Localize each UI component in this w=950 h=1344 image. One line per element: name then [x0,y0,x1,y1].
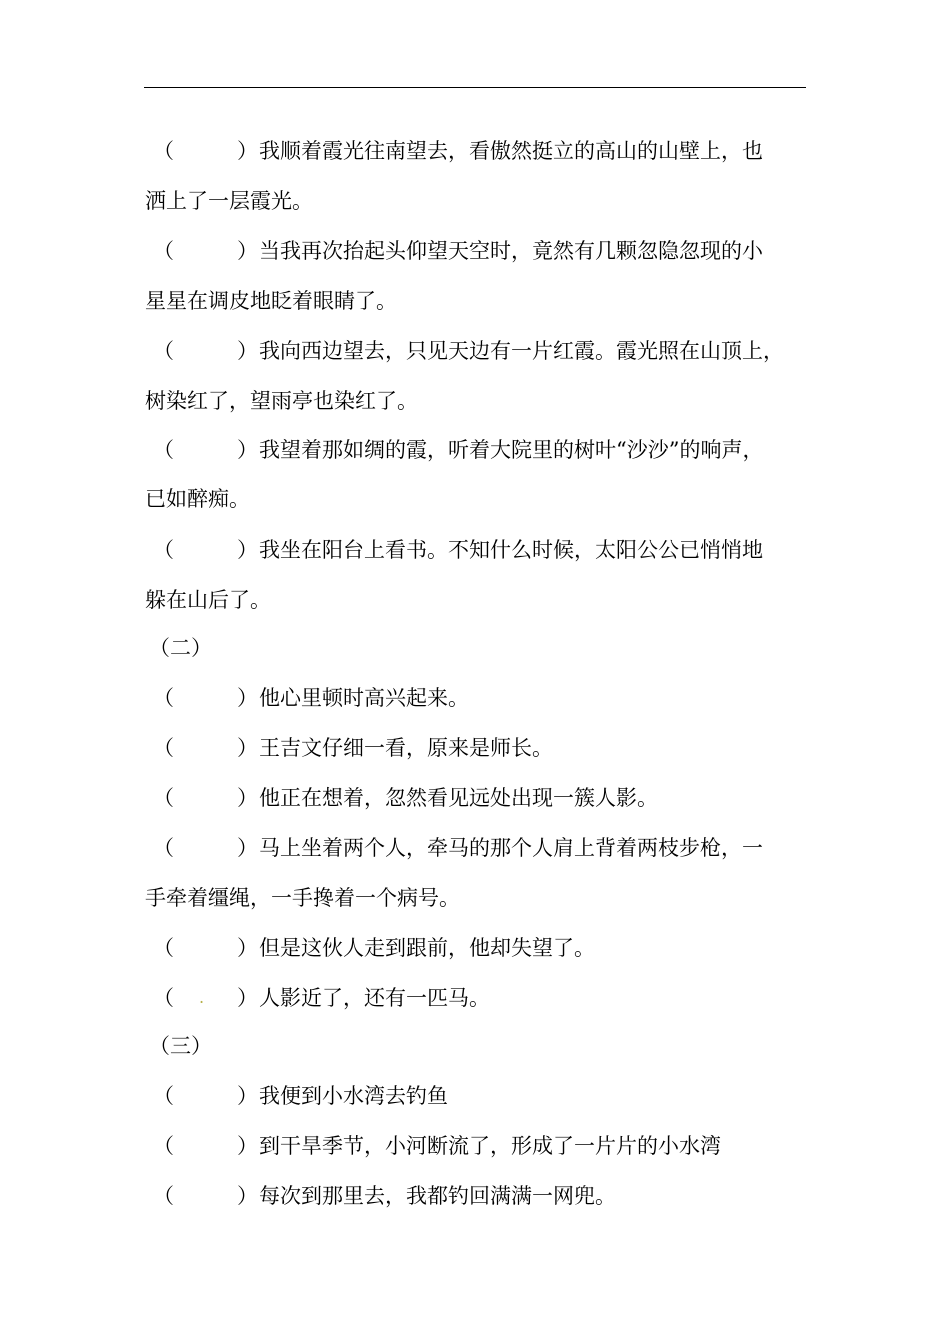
sentence-text: 我坐在阳台上看书。不知什么时候，太阳公公已悄悄地 [259,538,763,562]
answer-blank-close: ） [237,339,258,363]
sentence-continuation: 手牵着缰绳，一手搀着一个病号。 [145,886,460,910]
answer-blank-open: （ [153,1184,174,1208]
answer-blank-open: （ [153,339,174,363]
section-one-item-2 [145,235,825,267]
section-three-item-3 [145,1180,825,1212]
section-one-item-5 [145,534,825,566]
sentence-text: 每次到那里去，我都钓回满满一网兜。 [259,1184,616,1208]
answer-blank-open: （ [153,1084,174,1108]
sentence-text: 我向西边望去，只见天边有一片红霞。霞光照在山顶上， [259,339,784,363]
sentence-text: 他正在想着，忽然看见远处出现一簇人影。 [259,786,658,810]
answer-blank-close: ） [237,538,258,562]
answer-blank-open: （ [153,786,174,810]
sentence-text: 我望着那如绸的霞，听着大院里的树叶“沙沙”的响声， [259,438,764,462]
answer-blank-open: （ [153,438,174,462]
answer-blank-close: ） [237,1184,258,1208]
sentence-continuation: 星星在调皮地眨着眼睛了。 [145,289,397,313]
section-one-item-3 [145,335,825,367]
section-two-heading-line [145,632,825,664]
section-two-item-4 [145,832,825,864]
answer-blank-close: ） [237,438,258,462]
section-one-item-1-cont [145,185,825,217]
stray-mark: . [199,988,205,1007]
section-one-item-2-cont [145,285,825,317]
sentence-continuation: 躲在山后了。 [145,588,271,612]
section-one-item-1 [145,135,825,167]
answer-blank-open: （ [153,836,174,860]
answer-blank-close: ） [237,1084,258,1108]
answer-blank-close: ） [237,786,258,810]
section-one-item-5-cont [145,584,825,616]
answer-blank-close: ） [237,836,258,860]
section-one-item-3-cont [145,385,825,417]
answer-blank-open: （ [153,736,174,760]
answer-blank-open: （ [153,936,174,960]
answer-blank-close: ） [237,1134,258,1158]
sentence-text: 到干旱季节，小河断流了，形成了一片片的小水湾 [259,1134,721,1158]
section-heading: （三） [149,1034,212,1058]
answer-blank-open: （ [153,239,174,263]
answer-blank-open: （ [153,986,174,1010]
section-three-item-1 [145,1080,825,1112]
answer-blank-close: ） [237,936,258,960]
sentence-text: 他心里顿时高兴起来。 [259,686,469,710]
sentence-text: 当我再次抬起头仰望天空时，竟然有几颗忽隐忽现的小 [259,239,763,263]
section-two-item-5 [145,932,825,964]
answer-blank-open: （ [153,538,174,562]
header-rule [144,87,806,88]
sentence-continuation: 已如醉痴。 [145,487,250,511]
section-heading: （二） [149,636,212,660]
sentence-text: 王吉文仔细一看，原来是师长。 [259,736,553,760]
section-one-item-4 [145,434,825,466]
answer-blank-close: ） [237,736,258,760]
section-two-item-2 [145,732,825,764]
answer-blank-close: ） [237,239,258,263]
section-three-heading-line [145,1030,825,1062]
answer-blank-open: （ [153,139,174,163]
sentence-text: 但是这伙人走到跟前，他却失望了。 [259,936,595,960]
sentence-continuation: 树染红了，望雨亭也染红了。 [145,389,418,413]
section-three-item-2 [145,1130,825,1162]
answer-blank-close: ） [237,139,258,163]
section-two-item-3 [145,782,825,814]
answer-blank-open: （ [153,686,174,710]
sentence-text: 我顺着霞光往南望去，看傲然挺立的高山的山壁上，也 [259,139,763,163]
sentence-continuation: 洒上了一层霞光。 [145,189,313,213]
answer-blank-close: ） [237,686,258,710]
sentence-text: 人影近了，还有一匹马。 [259,986,490,1010]
sentence-text: 马上坐着两个人，牵马的那个人肩上背着两枝步枪，一 [259,836,763,860]
section-two-item-4-cont [145,882,825,914]
answer-blank-close: ） [237,986,258,1010]
sentence-text: 我便到小水湾去钓鱼 [259,1084,448,1108]
section-one-item-4-cont [145,483,825,515]
section-two-item-6 [145,982,825,1014]
answer-blank-open: （ [153,1134,174,1158]
section-two-item-1 [145,682,825,714]
